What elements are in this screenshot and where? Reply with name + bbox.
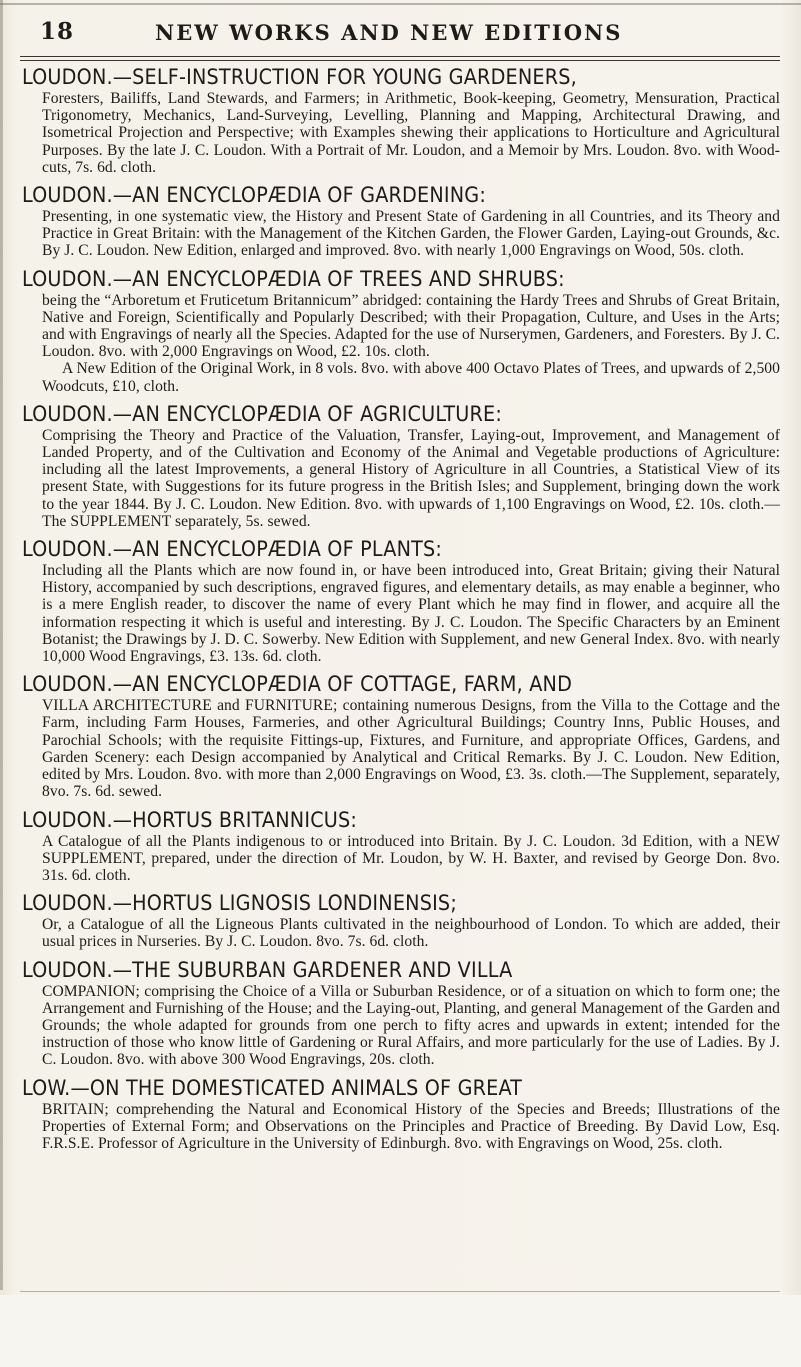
page-number: 18 <box>40 18 75 45</box>
entry-encyclopaedia-agriculture <box>22 403 780 530</box>
entry-description: VILLA ARCHITECTURE and FURNITURE; containing numerous Designs, from the Villa to the Cottage and the Farm, including Farm Houses, Farmeries, and other Agricultural Buildings; Country Inns, Public Houses, and Parochial Schools; with the requisite Fittings-up, Fixtures, and Furniture, and appropriate Offices, Gardens, and Garden Scenery: each Design accompanied by Analytical and Critical Remarks. By J. C. Loudon. New Edition, edited by Mrs. Loudon. 8vo. with more than 2,000 Engravings on Wood, £3. 3s. cloth.—The Supplement, separately, 8vo. 7s. 6d. sewed. <box>42 697 780 801</box>
entry-encyclopaedia-gardening <box>22 184 780 260</box>
entry-title: LOUDON.—SELF-INSTRUCTION FOR YOUNG GARDENERS, <box>22 65 577 90</box>
entry-description: Foresters, Bailiffs, Land Stewards, and Farmers; in Arithmetic, Book-keeping, Geometry, Mensuration, Practical Trigonometry, Mechanics, Land-Surveying, Levelling, Planning and Mapping, Architectural Drawing, and Isometrical Projection and Perspective; with Examples shewing their applications to Horticulture and Agricultural Purposes. By the late J. C. Loudon. With a Portrait of Mr. Loudon, and a Memoir by Mrs. Loudon. 8vo. with Wood-cuts, 7s. 6d. cloth. <box>42 90 780 176</box>
entry-title: LOUDON.—HORTUS LIGNOSIS LONDINENSIS; <box>22 891 457 917</box>
entry-title: LOUDON.—AN ENCYCLOPÆDIA OF AGRICULTURE: <box>22 401 503 427</box>
entry-title: LOUDON.—AN ENCYCLOPÆDIA OF PLANTS: <box>22 537 443 563</box>
entry-title: LOUDON.—AN ENCYCLOPÆDIA OF GARDENING: <box>22 183 487 209</box>
entry-self-instruction <box>22 66 780 176</box>
entries-list <box>22 66 780 1160</box>
entry-title: LOUDON.—AN ENCYCLOPÆDIA OF COTTAGE, FARM, AND <box>22 672 573 698</box>
entry-hortus-britannicus <box>22 809 780 885</box>
entry-hortus-lignosis <box>22 892 780 950</box>
top-edge-rule <box>0 3 801 5</box>
entry-description: COMPANION; comprising the Choice of a Villa or Suburban Residence, or of a situation on which to form one; the Arrangement and Furnishing of the House; and the Laying-out, Planting, and general Management of the Garden and Grounds; the whole adapted for grounds from one perch to fifty acres and upwards in extent; intended for the instruction of those who know little of Gardening or Rural Affairs, and more particularly for the use of Ladies. By J. C. Loudon. 8vo. with above 300 Wood Engravings, 20s. cloth. <box>42 982 780 1069</box>
entry-encyclopaedia-plants <box>22 538 780 665</box>
entry-description: A Catalogue of all the Plants indigenous to or introduced into Britain. By J. C. Loudon. 3d Edition, with a NEW SUPPLEMENT, prepared, under the direction of Mr. Loudon, by W. H. Baxter, and revised by George Don. 8vo. 31s. 6d. cloth. <box>42 832 780 884</box>
header-rule <box>20 56 780 61</box>
running-head: NEW WORKS AND NEW EDITIONS <box>155 20 623 45</box>
entry-suburban-gardener <box>22 959 780 1069</box>
blank-margin <box>0 1295 801 1367</box>
entry-description: Presenting, in one systematic view, the History and Present State of Gardening in all Countries, and its Theory and Practice in Great Britain: with the Management of the Kitchen Garden, the Flower Garden, Laying-out Grounds, &c. By J. C. Loudon. New Edition, enlarged and improved. 8vo. with nearly 1,000 Engravings on Wood, 50s. cloth. <box>42 208 780 260</box>
entry-description: Comprising the Theory and Practice of the Valuation, Transfer, Laying-out, Improvement, and Management of Landed Property, and of the Cultivation and Economy of the Animal and Vegetable productions of Agriculture: including all the latest Improvements, a general History of Agriculture in all Countries, a Statistical View of its present State, with Suggestions for its future progress in the British Isles; and Supplement, bringing down the work to the year 1844. By J. C. Loudon. New Edition. 8vo. with upwards of 1,100 Engravings on Wood, £2. 10s. cloth.—The SUPPLEMENT separately, 5s. sewed. <box>42 426 780 530</box>
entry-title: LOW.—ON THE DOMESTICATED ANIMALS OF GREAT <box>22 1075 523 1101</box>
entry-note: A New Edition of the Original Work, in 8 vols. 8vo. with above 400 Octavo Plates of Trees, and upwards of 2,500 Woodcuts, £10, cloth. <box>42 360 780 395</box>
entry-title: LOUDON.—THE SUBURBAN GARDENER AND VILLA <box>22 957 513 983</box>
entry-description: Including all the Plants which are now found in, or have been introduced into, Great Britain; giving their Natural History, accompanied by such descriptions, engraved figures, and elementary details, as may enable a beginner, who is a mere English reader, to discover the name of every Plant which he may find in flower, and acquire all the information respecting it which is useful and interesting. By J. C. Loudon. The Specific Characters by an Eminent Botanist; the Drawings by J. D. C. Sowerby. New Edition with Supplement, and new General Index. 8vo. with nearly 10,000 Wood Engravings, £3. 13s. 6d. cloth. <box>42 562 780 666</box>
left-margin-line <box>0 0 3 1290</box>
entry-description: BRITAIN; comprehending the Natural and Economical History of the Species and Breeds; Illustrations of the Properties of External Form; and Observations on the Principles and Practice of Breeding. By David Low, Esq. F.R.S.E. Professor of Agriculture in the University of Edinburgh. 8vo. with Engravings on Wood, 25s. cloth. <box>42 1100 780 1152</box>
entry-encyclopaedia-trees <box>22 268 780 395</box>
entry-description: being the “Arboretum et Fruticetum Britannicum” abridged: containing the Hardy Trees and Shrubs of Great Britain, Native and Foreign, Scientifically and Popularly Described; with their Propagation, Culture, and Uses in the Arts; and with Engravings of nearly all the Species. Adapted for the use of Nurserymen, Gardeners, and Foresters. By J. C. Loudon. 8vo. with 2,000 Engravings on Wood, £2. 10s. cloth. <box>42 291 780 361</box>
page-header <box>20 18 780 46</box>
entry-title: LOUDON.—HORTUS BRITANNICUS: <box>22 807 358 833</box>
entry-domesticated-animals <box>22 1077 780 1153</box>
entry-encyclopaedia-cottage <box>22 673 780 800</box>
bottom-rule <box>20 1291 780 1292</box>
entry-title: LOUDON.—AN ENCYCLOPÆDIA OF TREES AND SHRUBS: <box>22 266 565 292</box>
entry-description: Or, a Catalogue of all the Ligneous Plants cultivated in the neighbourhood of London. To which are added, their usual prices in Nurseries. By J. C. Loudon. 8vo. 7s. 6d. cloth. <box>42 916 780 951</box>
